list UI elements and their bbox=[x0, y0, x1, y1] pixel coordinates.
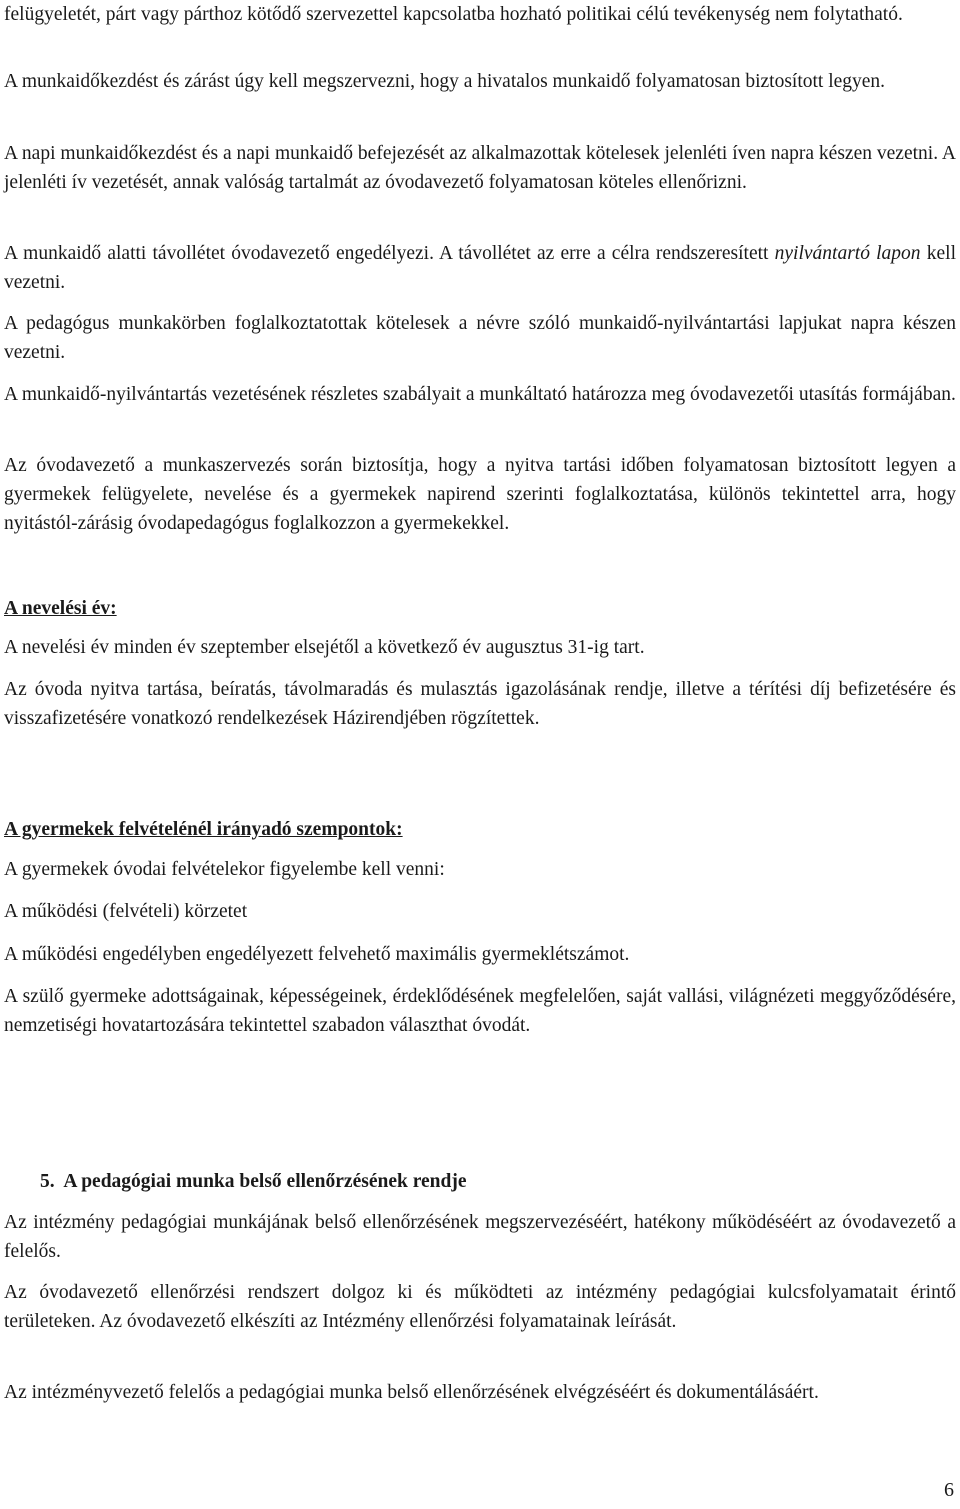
paragraph-nevelesi-ev: A nevelési év minden év szeptember elsejétől a következő év augusztus 31-ig tart. bbox=[4, 637, 645, 658]
tavollet-text-b: kell vezetni. bbox=[4, 243, 956, 293]
tavollet-italic: nyilvántartó lapon bbox=[774, 243, 921, 264]
paragraph-szabad-valasztas: A szülő gyermeke adottságainak, képességeinek, érdeklődésének megfelelően, saját vallási, világnézeti meggyőződésére, nemzetiségi hovatartozására tekintettel szabadon választhat óvodát. bbox=[4, 986, 956, 1036]
paragraph-pedagogus-nyilvantartas: A pedagógus munkakörben foglalkoztatottak kötelesek a névre szóló munkaidő-nyilvántartási lapjukat napra készen vezetni. bbox=[4, 313, 956, 363]
paragraph-jelenleti-iv: A napi munkaidőkezdést és a napi munkaidő befejezését az alkalmazottak kötelesek jelenléti íven napra készen vezetni. A jelenléti ív vezetését, annak valóság tartalmát az óvodavezető folyamatosan köteles ellenőrizni. bbox=[4, 143, 956, 193]
paragraph-ellenorzesi-rendszer: Az óvodavezető ellenőrzési rendszert dolgoz ki és működteti az intézmény pedagógiai kulcsfolyamatait érintő területeken. Az óvodavezető elkészíti az Intézmény ellenőrzési folyamatainak leírását. bbox=[4, 1282, 956, 1332]
paragraph-felvetel-szempontok: A gyermekek óvodai felvételekor figyelembe kell venni: bbox=[4, 859, 445, 880]
paragraph-korzet: A működési (felvételi) körzetet bbox=[4, 901, 248, 922]
paragraph-letszam: A működési engedélyben engedélyezett felvehető maximális gyermeklétszámot. bbox=[4, 944, 630, 965]
section-number: 5. bbox=[40, 1171, 55, 1192]
paragraph-munkaido-kezdes: A munkaidőkezdést és zárást úgy kell megszervezni, hogy a hivatalos munkaidő folyamatosan biztosított legyen. bbox=[4, 71, 886, 92]
paragraph-hazirend: Az óvoda nyitva tartása, beíratás, távolmaradás és mulasztás igazolásának rendje, illetve a térítési díj befizetésére és visszafizetésére vonatkozó rendelkezések Házirendjében rögzítettek. bbox=[4, 679, 956, 729]
paragraph-munkaszervezes: Az óvodavezető a munkaszervezés során biztosítja, hogy a nyitva tartási időben folyamatosan biztosított legyen a gyermekek felügyelete, nevelése és a gyermekek napirend szerinti foglalkoztatása, különös tekintettel arra, hogy nyitástól-zárásig óvodapedagógus foglalkozzon a gyermekekkel. bbox=[4, 455, 956, 534]
heading-felvetel-text: A gyermekek felvételénél irányadó szempontok: bbox=[4, 819, 403, 840]
section-title: A pedagógiai munka belső ellenőrzésének rendje bbox=[63, 1171, 467, 1192]
paragraph-szabalyok: A munkaidő-nyilvántartás vezetésének részletes szabályait a munkáltató határozza meg óvodavezetői utasítás formájában. bbox=[4, 384, 956, 405]
paragraph-politikai: felügyeletét, párt vagy párthoz kötődő szervezettel kapcsolatba hozható politikai célú tevékenység nem folytatható. bbox=[4, 4, 903, 25]
heading-felvetel bbox=[4, 815, 956, 844]
page-number: 6 bbox=[944, 1479, 954, 1501]
section-heading bbox=[40, 1167, 940, 1196]
heading-nevelesi-ev-text: A nevelési év: bbox=[4, 598, 117, 619]
heading-nevelesi-ev bbox=[4, 594, 956, 623]
paragraph-tavollet bbox=[4, 239, 956, 297]
paragraph-belso-ellenorzes: Az intézmény pedagógiai munkájának belső ellenőrzésének megszervezéséért, hatékony működéséért az óvodavezető a felelős. bbox=[4, 1212, 956, 1262]
paragraph-intezmenyvezeto: Az intézményvezető felelős a pedagógiai munka belső ellenőrzésének elvégzéséért és dokumentálásáért. bbox=[4, 1382, 819, 1403]
tavollet-text-a: A munkaidő alatti távollétet óvodavezető engedélyezi. A távollétet az erre a célra rendszeresített bbox=[4, 243, 775, 264]
